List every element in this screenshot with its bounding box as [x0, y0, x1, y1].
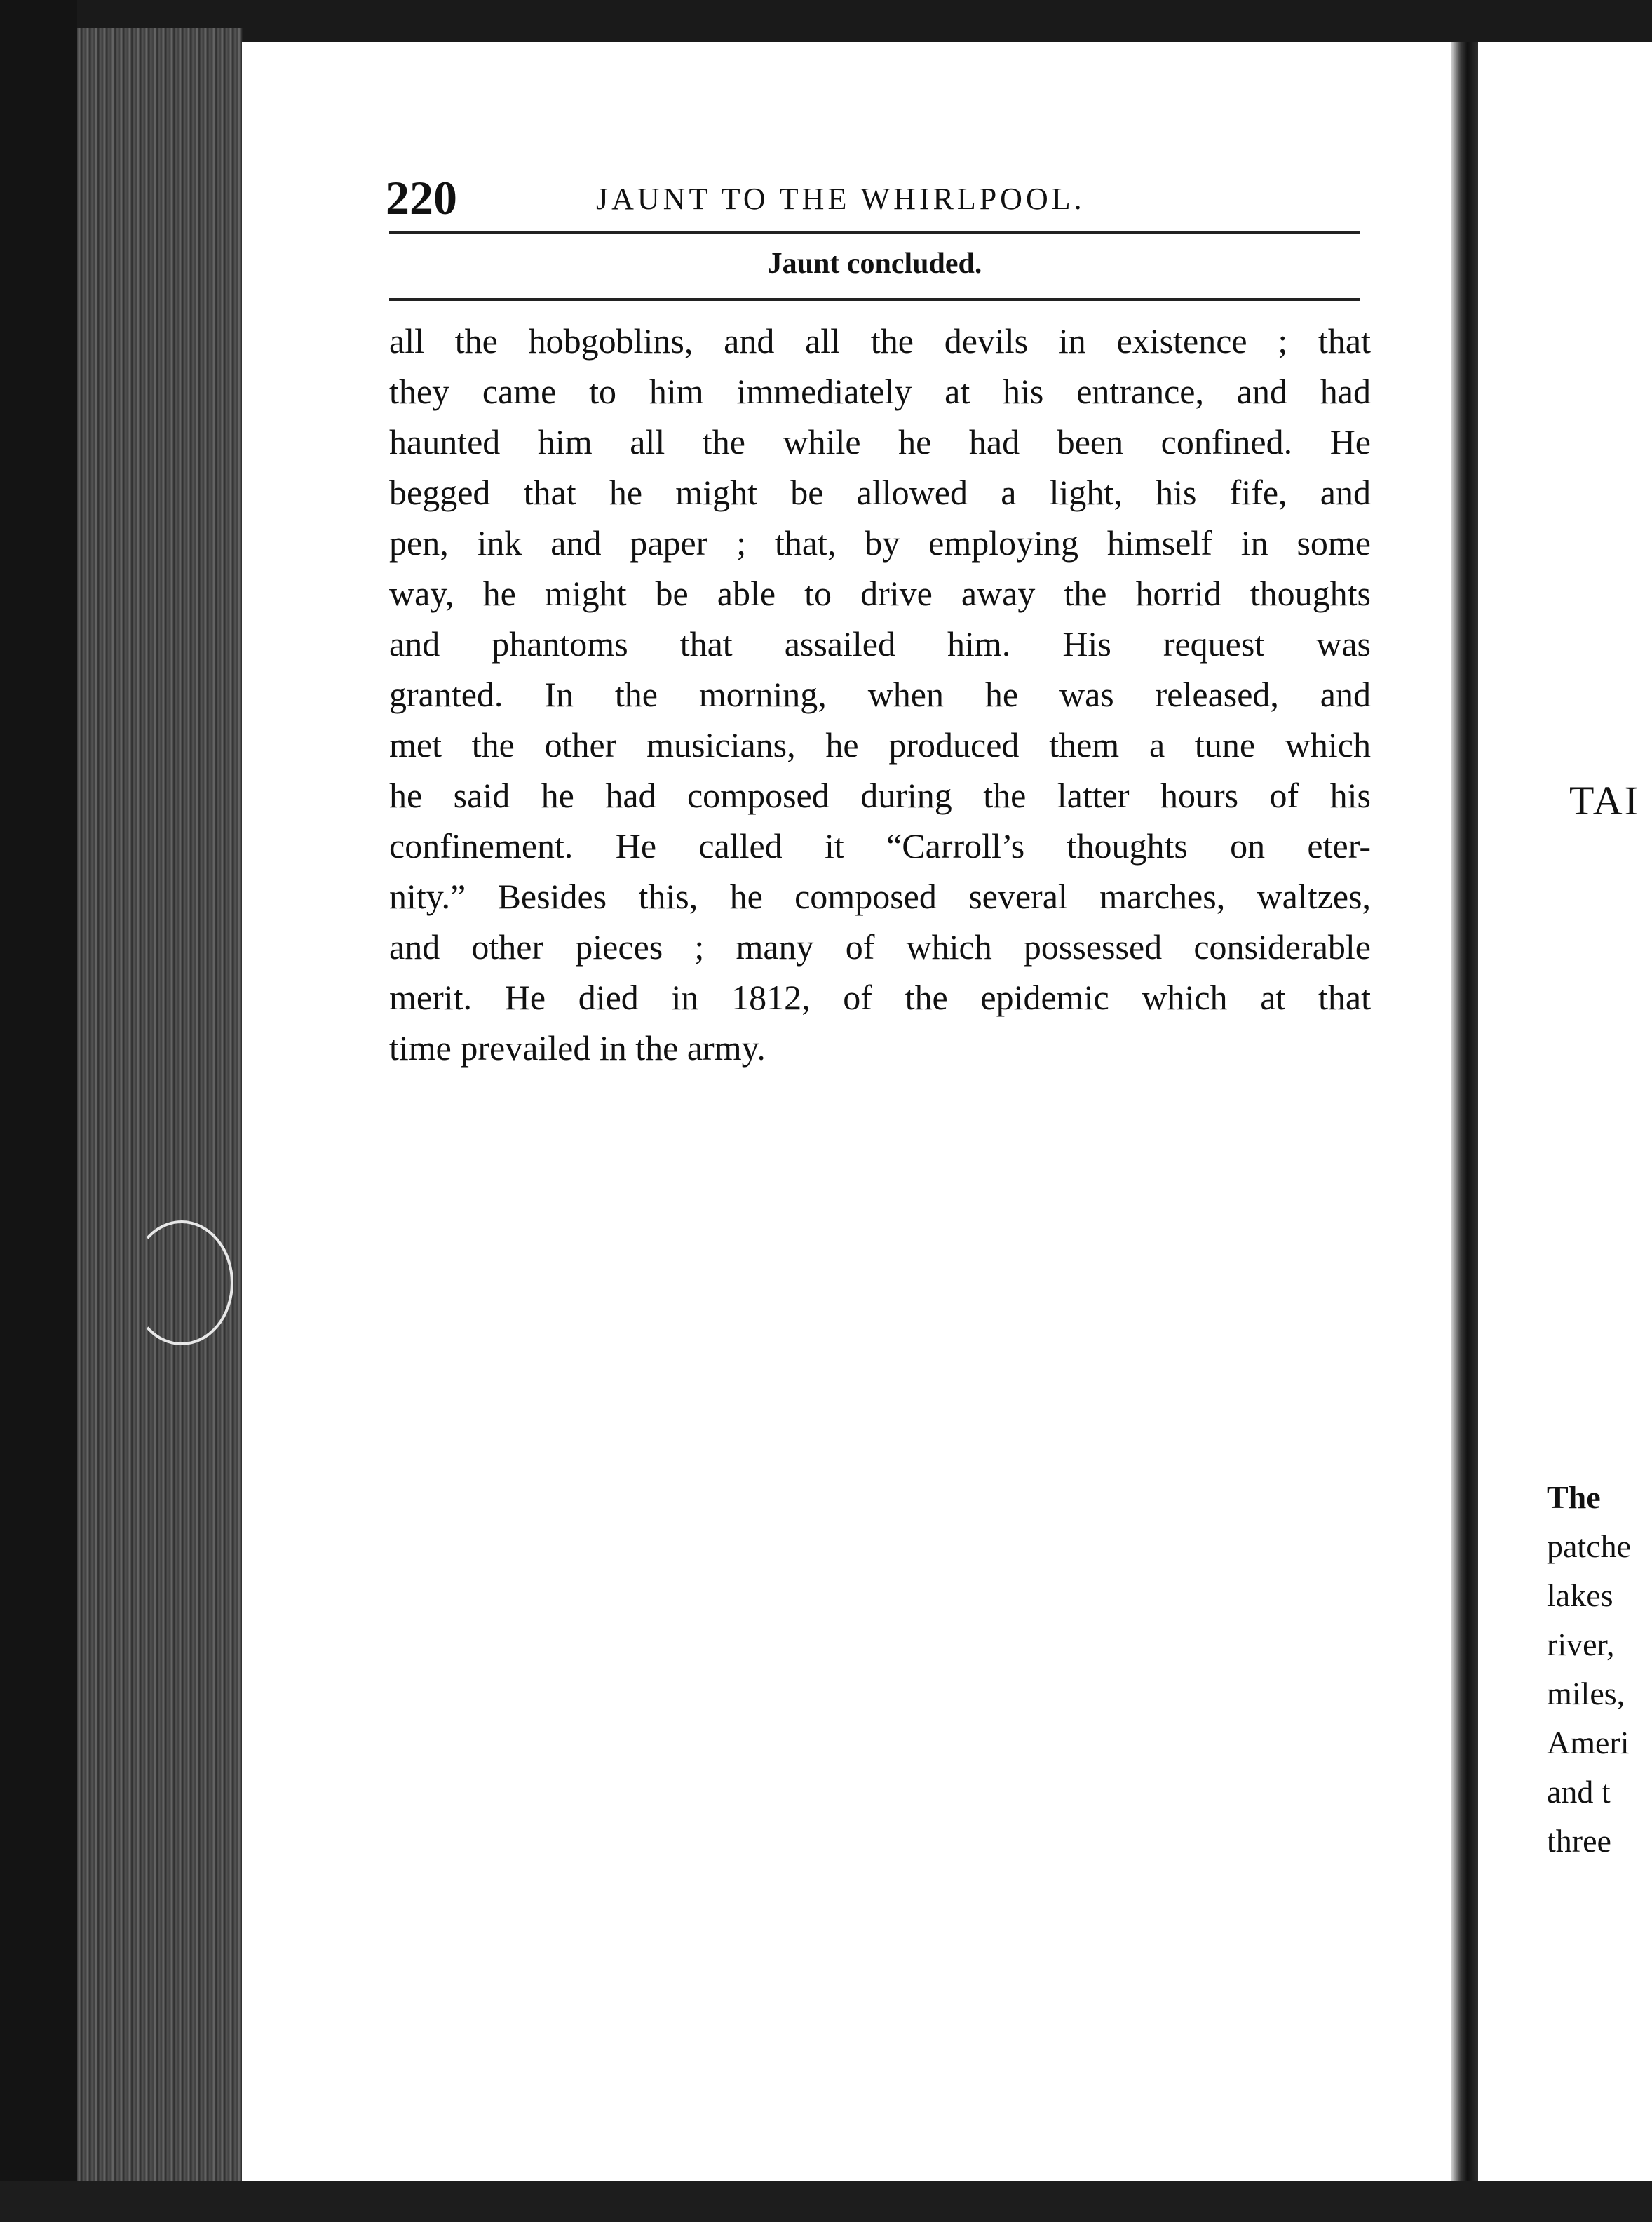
edge-stamp-mark — [130, 1220, 233, 1345]
facing-line: Ameri — [1547, 1725, 1630, 1760]
text-line: all the hobgoblins, and all the devils in existence ; that — [389, 321, 1371, 361]
book-gutter — [1451, 42, 1478, 2181]
right-page — [1478, 42, 1652, 2181]
header-rule-top — [389, 231, 1360, 234]
facing-line: river, — [1547, 1627, 1615, 1662]
text-line: pen, ink and paper ; that, by employing himself in some — [389, 523, 1371, 563]
text-line: begged that he might be allowed a light, his fife, and — [389, 473, 1371, 512]
text-line: granted. In the morning, when he was released, and — [389, 675, 1371, 714]
facing-line: and t — [1547, 1774, 1611, 1810]
text-line: haunted him all the while he had been confined. He — [389, 422, 1371, 462]
text-line: met the other musicians, he produced them a tune which — [389, 725, 1371, 765]
text-line: he said he had composed during the latter hours of his — [389, 776, 1371, 815]
facing-line: lakes — [1547, 1577, 1613, 1613]
text-line: and phantoms that assailed him. His request was — [389, 624, 1371, 664]
text-line: they came to him immediately at his entrance, and had — [389, 372, 1371, 411]
text-line: and other pieces ; many of which possessed considerable — [389, 927, 1371, 967]
facing-line: miles, — [1547, 1676, 1625, 1711]
text-line: way, he might be able to drive away the horrid thoughts — [389, 574, 1371, 613]
text-line: merit. He died in 1812, of the epidemic which at that — [389, 978, 1371, 1017]
text-line: confinement. He called it “Carroll’s thoughts on eter- — [389, 826, 1371, 866]
page-number: 220 — [386, 171, 457, 224]
facing-page-title: TAI — [1569, 778, 1640, 823]
facing-line: patche — [1547, 1528, 1632, 1564]
header-rule-bottom — [389, 298, 1360, 301]
text-line: time prevailed in the army. — [389, 1028, 766, 1068]
book-fore-edge — [77, 28, 243, 2188]
text-line: nity.” Besides this, he composed several marches, waltzes, — [389, 877, 1371, 916]
running-title: JAUNT TO THE WHIRLPOOL. — [596, 182, 1085, 216]
facing-line: three — [1547, 1823, 1611, 1859]
section-heading: Jaunt concluded. — [767, 248, 982, 280]
facing-line: The — [1547, 1479, 1601, 1515]
body-text — [389, 316, 1371, 1073]
scan-border-bottom — [0, 2181, 1652, 2222]
scan-border-left — [0, 0, 77, 2222]
